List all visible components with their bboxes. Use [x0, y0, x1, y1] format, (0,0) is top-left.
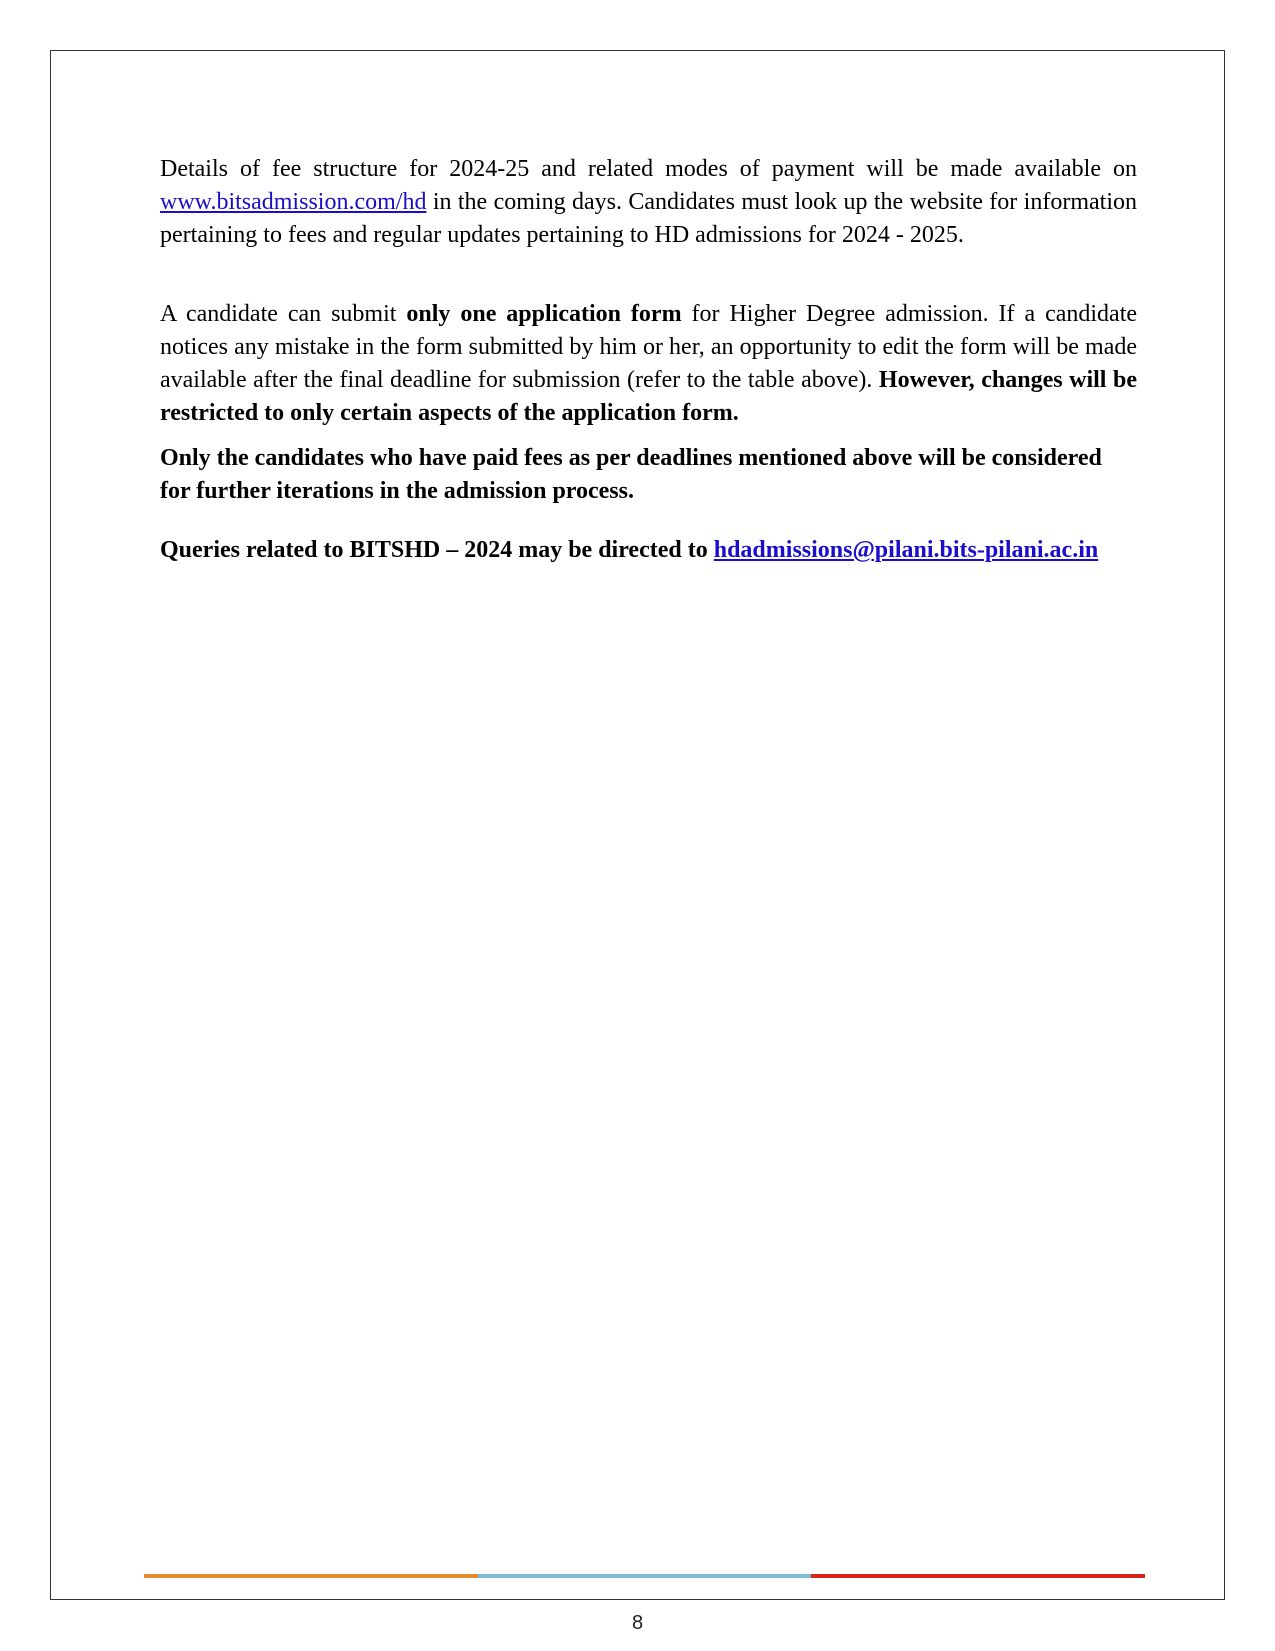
queries-paragraph	[160, 534, 1137, 567]
fees-deadline-paragraph: Only the candidates who have paid fees as per deadlines mentioned above will be considered for further iterations in the admission process.	[160, 445, 1102, 504]
fee-text-after: in the coming days. Candidates must look up the website for information pertaining to fees and regular updates pertaining to HD admissions for 2024 - 2025.	[160, 189, 1137, 248]
queries-text: Queries related to BITSHD – 2024 may be directed to	[160, 537, 714, 563]
footer-rule-orange	[144, 1574, 478, 1578]
footer-rule-red	[811, 1574, 1145, 1578]
bitsadmission-link[interactable]: www.bitsadmission.com/hd	[160, 189, 427, 215]
application-bold-changes: However, changes will be restricted to only certain aspects of the application form.	[160, 367, 1137, 426]
fee-text-before: Details of fee structure for 2024-25 and related modes of payment will be made available on	[160, 156, 1137, 182]
page-number: 8	[631, 1612, 644, 1634]
email-link[interactable]: hdadmissions@pilani.bits-pilani.ac.in	[713, 537, 1099, 563]
fee-structure-paragraph	[160, 153, 1137, 252]
application-text-before: A candidate can submit	[160, 301, 407, 327]
application-form-paragraph	[160, 298, 1137, 430]
application-bold-one-form: only one application form	[406, 301, 682, 327]
document-body	[160, 153, 1137, 567]
footer-rule-blue	[478, 1574, 811, 1578]
application-text-mid: for Higher Degree admission. If a candidate notices any mistake in the form submitted by him or her, an opportunity to edit the form will be made available after the final deadline for submission (refer to the table above).	[160, 301, 1138, 393]
